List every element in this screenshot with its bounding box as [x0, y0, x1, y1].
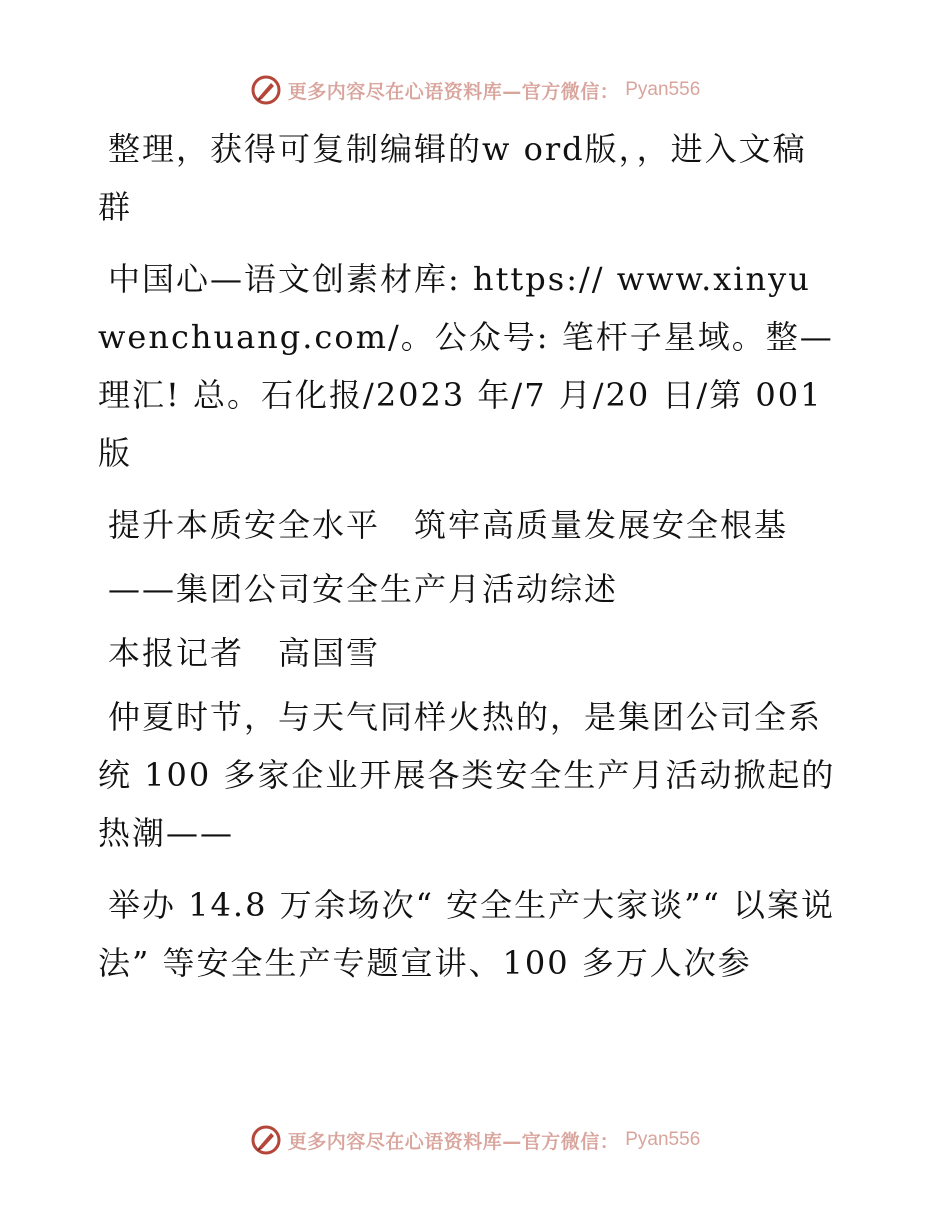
article-subtitle: ——集团公司安全生产月活动综述 — [108, 570, 619, 608]
document-body — [98, 120, 838, 1006]
watermark-text: 更多内容尽在心语资料库—官方微信： — [287, 80, 620, 103]
watermark-header — [0, 70, 950, 110]
watermark-wechat-id: Pyan556 — [625, 1129, 701, 1150]
watermark-text: 更多内容尽在心语资料库—官方微信： — [287, 1130, 620, 1153]
paragraph-source: 中国心—语文创素材库: https:// www.xinyuwenchuang.com/。公众号: 笔杆子星域。整—理汇! 总。石化报/2023 年/7 月/20 日/第 001 版 — [98, 260, 834, 472]
pen-circle-logo-icon — [250, 1124, 282, 1156]
article-title: 提升本质安全水平 筑牢高质量发展安全根基 — [108, 506, 789, 544]
pen-circle-logo-icon — [250, 74, 282, 106]
article-byline: 本报记者 高国雪 — [108, 634, 381, 672]
paragraph-body-2: 举办 14.8 万余场次“ 安全生产大家谈”“ 以案说法” 等安全生产专题宣讲、100 多万人次参 — [98, 886, 836, 982]
paragraph-body-1: 仲夏时节，与天气同样火热的，是集团公司全系统 100 多家企业开展各类安全生产月活动掀起的热潮—— — [98, 698, 836, 852]
watermark-wechat-id: Pyan556 — [625, 79, 701, 100]
paragraph-intro: 整理，获得可复制编辑的w ord版，，进入文稿群 — [98, 130, 807, 226]
watermark-footer — [0, 1120, 950, 1160]
